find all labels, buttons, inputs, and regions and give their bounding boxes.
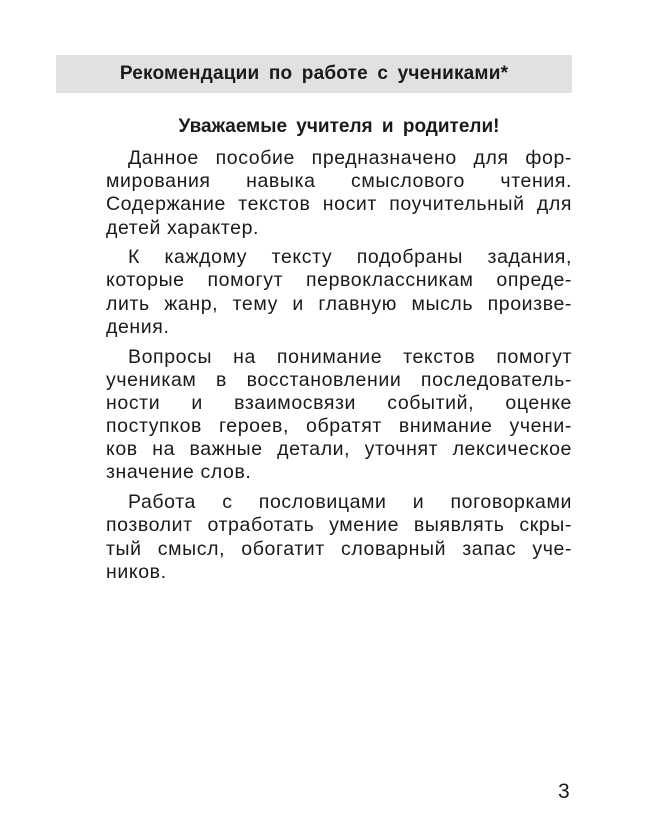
paragraph (106, 491, 572, 584)
text-line: мирования навыка смыслового чтения. (106, 170, 572, 193)
section-banner (56, 55, 572, 93)
text-line: ности и взаимосвязи событий, оценке (106, 391, 572, 414)
banner-title: Рекомендации по работе с учениками* (119, 63, 509, 84)
text-line: значение слов. (106, 461, 252, 484)
text-line: ученикам в восстановлении последователь- (106, 368, 572, 391)
text-line: лить жанр, тему и главную мысль произве- (106, 292, 572, 315)
paragraph (106, 346, 572, 485)
text-line: Вопросы на понимание текстов помогут (128, 345, 572, 368)
body-text (106, 147, 572, 590)
text-line: тый смысл, обогатит словарный запас уче- (106, 537, 572, 560)
text-line: Содержание текстов носит поучительный для (106, 193, 572, 216)
text-line: ков на важные детали, уточнят лексическое (106, 438, 572, 461)
greeting-heading: Уважаемые учителя и родители! (178, 116, 500, 137)
text-line: дения. (106, 315, 170, 338)
text-line: К каждому тексту подобраны задания, (128, 246, 572, 269)
text-line: которые помогут первоклассникам опреде- (106, 269, 572, 292)
page-number: 3 (558, 780, 570, 803)
text-line: позволит отработать умение выявлять скры- (106, 514, 572, 537)
text-line: ников. (106, 560, 167, 583)
text-line: поступков героев, обратят внимание учени- (106, 415, 572, 438)
paragraph (106, 147, 572, 240)
text-line: Работа с пословицами и поговорками (128, 491, 572, 514)
paragraph (106, 246, 572, 339)
text-line: Данное пособие предназначено для фор- (128, 147, 572, 169)
text-line: детей характер. (106, 216, 260, 239)
